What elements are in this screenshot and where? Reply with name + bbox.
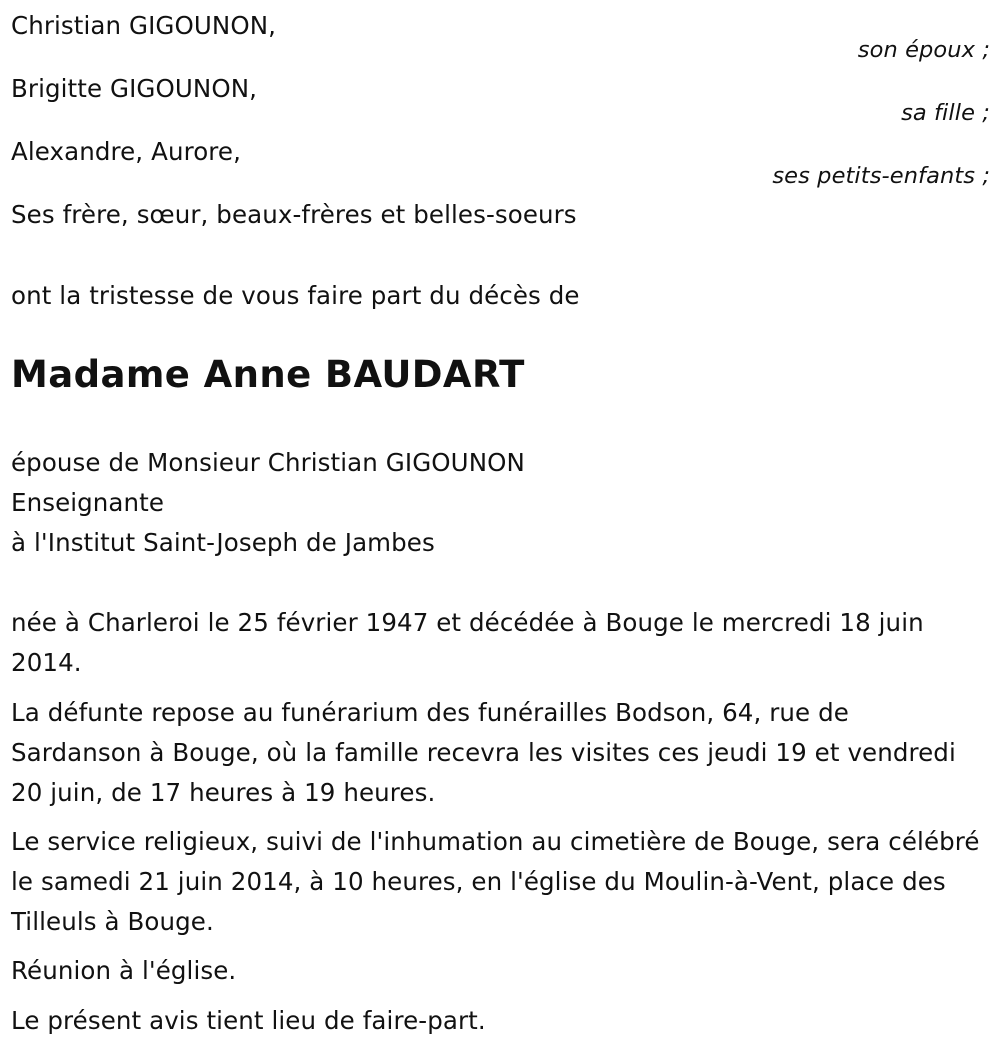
family-member-name: Brigitte GIGOUNON, — [11, 74, 258, 103]
service-paragraph: Le service religieux, suivi de l'inhumation au cimetière de Bouge, sera célébré le samedi 21 juin 2014, à 10 heures, en l'église du Moulin-à-Vent, place des Tilleuls à Bouge. — [11, 827, 980, 936]
deceased-name: Madame Anne BAUDART — [11, 353, 525, 396]
family-member-name: Christian GIGOUNON, — [11, 11, 277, 40]
detail-profession: Enseignante — [11, 488, 165, 517]
gathering-paragraph: Réunion à l'église. — [11, 956, 237, 985]
notice-paragraph: Le présent avis tient lieu de faire-part. — [11, 1006, 486, 1035]
family-member-role: son époux ; — [857, 37, 990, 63]
siblings-line: Ses frère, sœur, beaux-frères et belles-soeurs — [11, 200, 577, 229]
detail-spouse: épouse de Monsieur Christian GIGOUNON — [11, 448, 525, 477]
birth-death-paragraph: née à Charleroi le 25 février 1947 et décédée à Bouge le mercredi 18 juin 2014. — [11, 608, 924, 677]
family-member-name: Alexandre, Aurore, — [11, 137, 241, 166]
family-member-role: ses petits-enfants ; — [772, 163, 990, 189]
announcement-line: ont la tristesse de vous faire part du décès de — [11, 281, 580, 310]
visitation-paragraph: La défunte repose au funérarium des funérailles Bodson, 64, rue de Sardanson à Bouge, où la famille recevra les visites ces jeudi 19 et vendredi 20 juin, de 17 heures à 19 heures. — [11, 698, 956, 807]
detail-institution: à l'Institut Saint-Joseph de Jambes — [11, 528, 435, 557]
family-member-role: sa fille ; — [901, 100, 990, 126]
